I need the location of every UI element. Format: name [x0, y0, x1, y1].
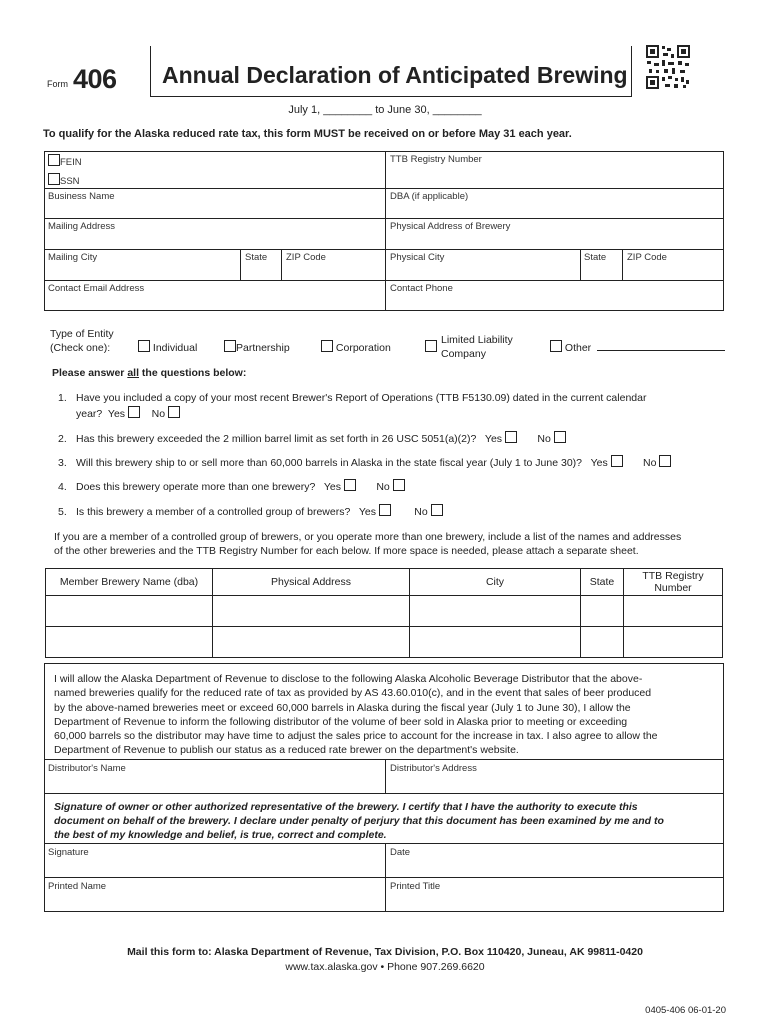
- mail-instructions: Mail this form to: Alaska Department of Revenue, Tax Division, P.O. Box 110420, Juneau, AK 99811-0420: [127, 946, 643, 958]
- mailing-address-field[interactable]: Mailing Address: [48, 221, 116, 232]
- business-name-field[interactable]: Business Name: [48, 191, 115, 202]
- question-5: 5. Is this brewery a member of a controlled group of brewers? Yes No: [58, 504, 443, 518]
- mailing-state-field[interactable]: State: [245, 252, 268, 263]
- ttb-registry-field[interactable]: TTB Registry Number: [390, 154, 482, 165]
- individual-checkbox[interactable]: [138, 340, 150, 352]
- q4-no-checkbox[interactable]: [393, 479, 405, 491]
- corporation-checkbox[interactable]: [321, 340, 333, 352]
- entity-individual[interactable]: Individual: [138, 340, 197, 354]
- question-4: 4. Does this brewery operate more than one brewery? Yes No: [58, 479, 405, 493]
- q1-yes-checkbox[interactable]: [128, 406, 140, 418]
- taxpayer-info-grid: [44, 151, 724, 311]
- q5-no-checkbox[interactable]: [431, 504, 443, 516]
- member-table-header: [46, 569, 723, 596]
- question-3: 3. Will this brewery ship to or sell more than 60,000 barrels in Alaska in the state fiscal year (July 1 to June 30)? Yes No: [58, 455, 671, 469]
- q3-yes-checkbox[interactable]: [611, 455, 623, 467]
- col-state: State: [581, 569, 624, 596]
- questions-intro: Please answer all the questions below:: [52, 367, 247, 379]
- table-row: [46, 627, 723, 658]
- header-divider-left: [150, 46, 151, 96]
- entity-llc[interactable]: Limited Liability Company: [425, 333, 513, 361]
- other-checkbox[interactable]: [550, 340, 562, 352]
- physical-city-field[interactable]: Physical City: [390, 252, 445, 263]
- question-1-answers: year? Yes No: [76, 406, 180, 420]
- entity-partnership[interactable]: Partnership: [224, 340, 290, 354]
- other-entity-line[interactable]: [597, 350, 725, 351]
- tax-period: July 1, ________ to June 30, ________: [288, 104, 482, 116]
- physical-address-field[interactable]: Physical Address of Brewery: [390, 221, 511, 232]
- certification-text: Signature of owner or other authorized representative of the brewery. I certify that I have the authority to execute this document on behalf of the brewery. I declare under penalty of perjury that this document has been examined by me and to the best of my knowledge and belief, is true, correct and complete.: [54, 801, 664, 841]
- entity-type-label: Type of Entity (Check one):: [50, 328, 114, 354]
- contact-email-field[interactable]: Contact Email Address: [48, 283, 145, 294]
- question-1: 1. Have you included a copy of your most recent Brewer's Report of Operations (TTB F5130.09) dated in the current calendar: [58, 392, 647, 404]
- fein-label: FEIN: [60, 157, 82, 168]
- q5-yes-checkbox[interactable]: [379, 504, 391, 516]
- qualify-note: To qualify for the Alaska reduced rate tax, this form MUST be received on or before May 31 each year.: [43, 128, 572, 140]
- date-field[interactable]: Date: [390, 847, 411, 858]
- ssn-label: SSN: [60, 176, 80, 187]
- form-number: 406: [73, 64, 117, 94]
- dba-field[interactable]: DBA (if applicable): [390, 191, 469, 202]
- member-brewery-table: [45, 568, 723, 658]
- ssn-option: [48, 173, 80, 187]
- col-physical-address: Physical Address: [213, 569, 410, 596]
- form-code: 0405-406 06-01-20: [645, 1005, 726, 1016]
- entity-other[interactable]: Other: [550, 340, 591, 354]
- fein-option: [48, 154, 82, 168]
- physical-zip-field[interactable]: ZIP Code: [627, 252, 667, 263]
- ssn-checkbox[interactable]: [48, 173, 60, 185]
- physical-state-field[interactable]: State: [584, 252, 607, 263]
- distributor-name-field[interactable]: Distributor's Name: [48, 763, 126, 774]
- mailing-zip-field[interactable]: ZIP Code: [286, 252, 326, 263]
- contact-phone-field[interactable]: Contact Phone: [390, 283, 453, 294]
- question-2: 2. Has this brewery exceeded the 2 million barrel limit as set forth in 26 USC 5051(a)(2)? Yes No: [58, 431, 566, 445]
- entity-corporation[interactable]: Corporation: [321, 340, 391, 354]
- fein-checkbox[interactable]: [48, 154, 60, 166]
- header-divider-right: [631, 46, 632, 96]
- q3-no-checkbox[interactable]: [659, 455, 671, 467]
- page-title: Annual Declaration of Anticipated Brewing: [162, 62, 628, 88]
- qr-code-icon: [645, 44, 691, 90]
- llc-checkbox[interactable]: [425, 340, 437, 352]
- distributor-address-field[interactable]: Distributor's Address: [390, 763, 477, 774]
- form-word: Form: [47, 79, 68, 89]
- mailing-city-field[interactable]: Mailing City: [48, 252, 98, 263]
- printed-title-field[interactable]: Printed Title: [390, 881, 441, 892]
- signature-field[interactable]: Signature: [48, 847, 89, 858]
- partnership-checkbox[interactable]: [224, 340, 236, 352]
- printed-name-field[interactable]: Printed Name: [48, 881, 107, 892]
- q2-no-checkbox[interactable]: [554, 431, 566, 443]
- member-note: If you are a member of a controlled group of brewers, or you operate more than one brewery, include a list of the names and addresses of the other breweries and the TTB Registry Number for each below. If more space is needed, please attach a separate sheet.: [54, 531, 682, 557]
- q4-yes-checkbox[interactable]: [344, 479, 356, 491]
- contact-line: www.tax.alaska.gov • Phone 907.269.6620: [285, 961, 485, 973]
- table-row: [46, 596, 723, 627]
- col-ttb-registry: TTB Registry Number: [624, 569, 723, 596]
- consent-text: I will allow the Alaska Department of Revenue to disclose to the following Alaska Alcoholic Beverage Distributor that the above- named breweries qualify for the reduced rate of tax as provided by AS 43.60.010(c), and in the event that sales of beer produced by the above-named breweries meet or exceed 60,000 barrels in Alaska during the fiscal year (July 1 to June 30), I allow the Department of Revenue to inform the following distributor of the volume of beer sold in Alaska prior to meeting or exceeding 60,000 barrels so the distributor may have time to adjust the sales price to account for the increase in tax. I also agree to allow the Department of Revenue to publish our status as a reduced rate brewer on the department's website.: [54, 673, 658, 757]
- q1-no-checkbox[interactable]: [168, 406, 180, 418]
- col-member-name: Member Brewery Name (dba): [46, 569, 213, 596]
- header-underline: [150, 96, 632, 97]
- col-city: City: [410, 569, 581, 596]
- q2-yes-checkbox[interactable]: [505, 431, 517, 443]
